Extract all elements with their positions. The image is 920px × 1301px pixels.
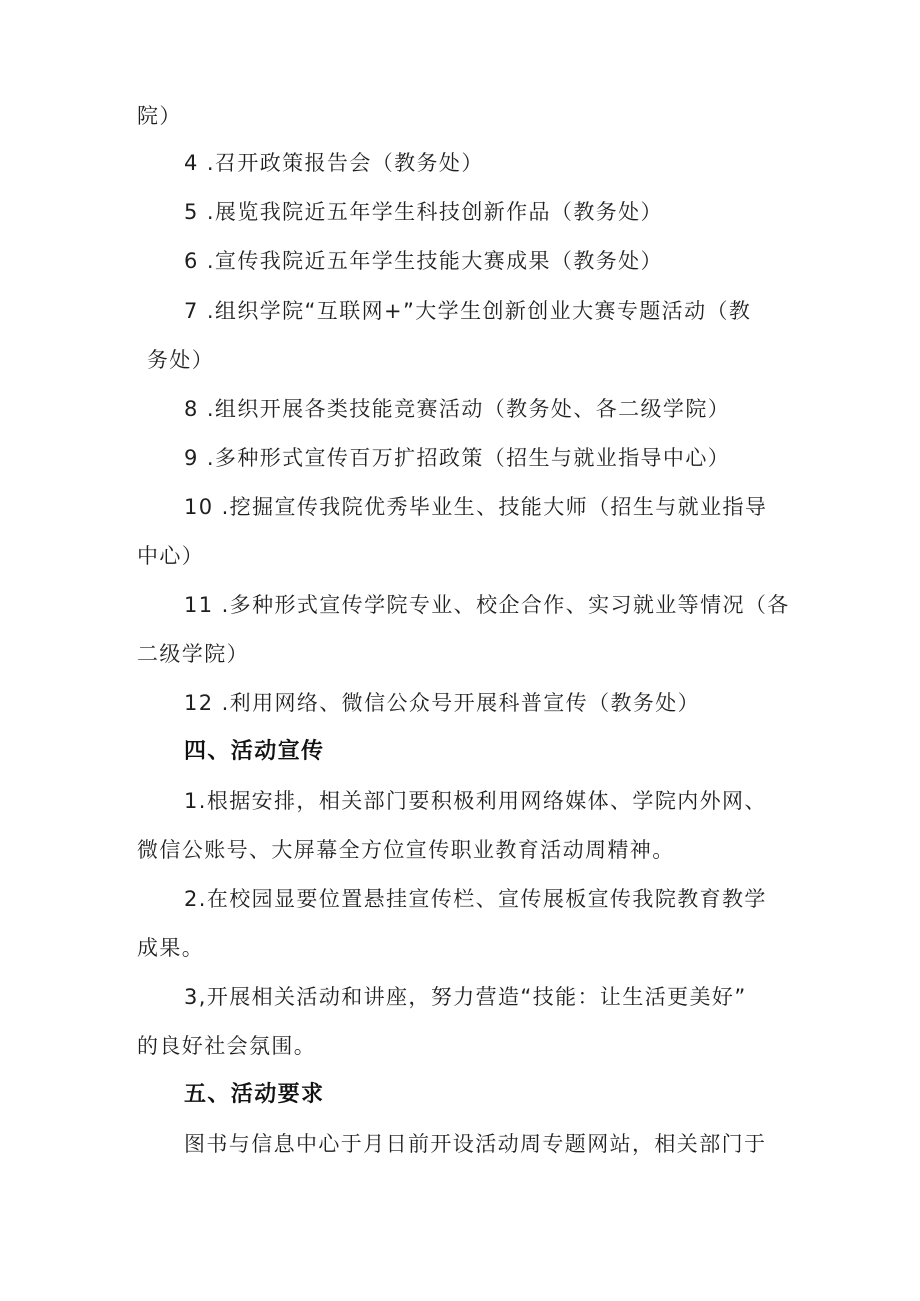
continued-line: 院） (137, 104, 182, 128)
list-item-11-continuation: 二级学院） (137, 642, 249, 666)
list-item-5: 5 .展览我院近五年学生科技创新作品（教务处） (184, 200, 663, 224)
section4-paragraph-1: 1.根据安排，相关部门要积极利用网络媒体、学院内外网、 (184, 789, 767, 813)
list-item-4: 4 .召开政策报告会（教务处） (184, 151, 484, 175)
section4-paragraph-1-continuation: 微信公账号、大屏幕全方位宣传职业教育活动周精神。 (137, 838, 675, 862)
list-item-10: 10 .挖掘宣传我院优秀毕业生、技能大师（招生与就业指导 (184, 495, 768, 519)
list-item-11: 11 .多种形式宣传学院专业、校企合作、实习就业等情况（各 (184, 593, 790, 617)
section4-paragraph-2: 2.在校园显要位置悬挂宣传栏、宣传展板宣传我院教育教学 (184, 887, 767, 911)
list-item-10-continuation: 中心） (137, 544, 205, 568)
list-item-6: 6 .宣传我院近五年学生技能大赛成果（教务处） (184, 249, 663, 273)
section4-paragraph-3: 3,开展相关活动和讲座，努力营造“技能：让生活更美好” (184, 985, 747, 1009)
list-item-7-continuation: 务处） (147, 348, 215, 372)
list-item-9: 9 .多种形式宣传百万扩招政策（招生与就业指导中心） (184, 446, 731, 470)
list-item-12: 12 .利用网络、微信公众号开展科普宣传（教务处） (184, 691, 701, 715)
list-item-8: 8 .组织开展各类技能竞赛活动（教务处、各二级学院） (184, 397, 731, 421)
section-heading-5: 五、活动要求 (184, 1082, 325, 1107)
section4-paragraph-2-continuation: 成果。 (137, 936, 205, 960)
list-item-7: 7 .组织学院“互联网+”大学生创新创业大赛专题活动（教 (184, 299, 752, 323)
section-heading-4: 四、活动宣传 (184, 739, 325, 764)
section5-paragraph-1: 图书与信息中心于月日前开设活动周专题网站，相关部门于 (184, 1132, 767, 1156)
section4-paragraph-3-continuation: 的良好社会氛围。 (137, 1034, 317, 1058)
